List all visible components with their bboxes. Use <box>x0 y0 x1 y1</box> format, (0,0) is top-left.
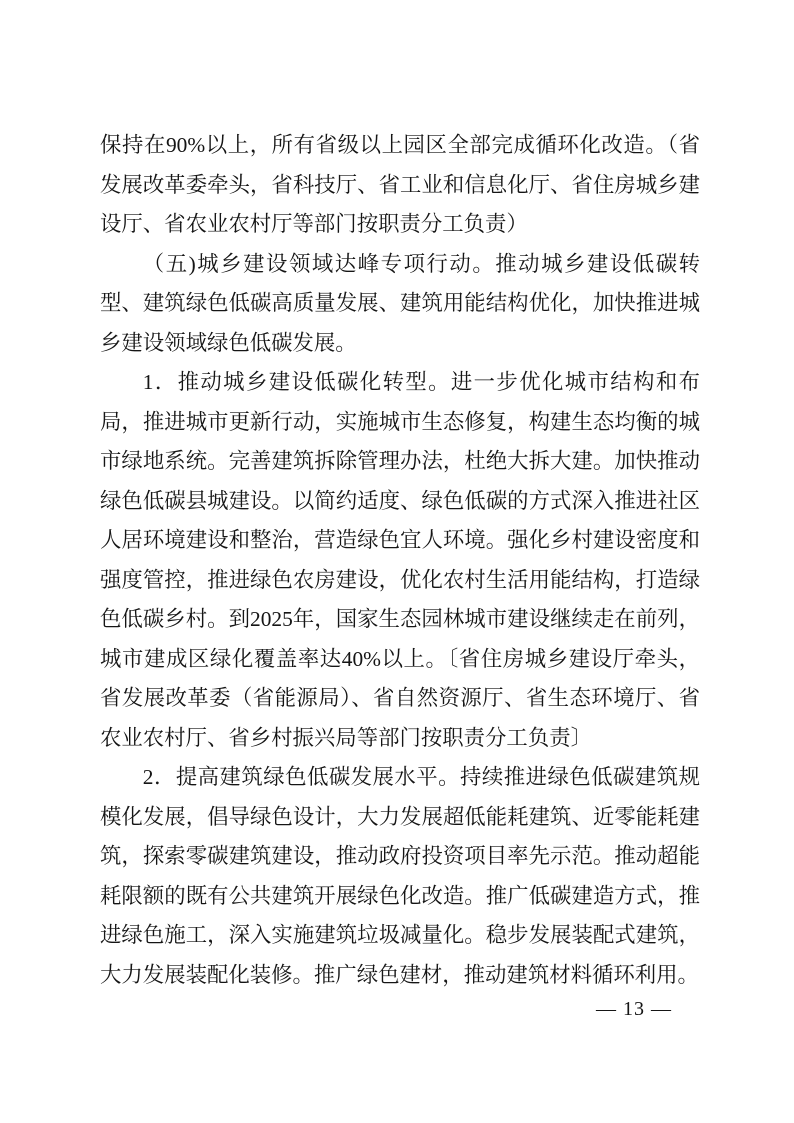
paragraph-section-5-heading: （五)城乡建设领域达峰专项行动。推动城乡建设低碳转型、建筑绿色低碳高质量发展、建筑用能结构优化，加快推进城乡建设领域绿色低碳发展。 <box>100 251 700 355</box>
page-number: — 13 — <box>596 998 672 1020</box>
body-text <box>100 126 700 995</box>
paragraph-item-2: 2．提高建筑绿色低碳发展水平。持续推进绿色低碳建筑规模化发展，倡导绿色设计，大力发展超低能耗建筑、近零能耗建筑，探索零碳建筑建设，推动政府投资项目率先示范。推动超能耗限额的既有公共建筑开展绿色化改造。推广低碳建造方式，推进绿色施工，深入实施建筑垃圾减量化。稳步发展装配式建筑，大力发展装配化装修。推广绿色建材，推动建筑材料循环利用。 <box>100 765 700 987</box>
paragraph-continuation: 保持在90%以上，所有省级以上园区全部完成循环化改造。（省发展改革委牵头，省科技厅、省工业和信息化厅、省住房城乡建设厅、省农业农村厅等部门按职责分工负责） <box>100 133 700 236</box>
paragraph-item-1: 1．推动城乡建设低碳化转型。进一步优化城市结构和布局，推进城市更新行动，实施城市生态修复，构建生态均衡的城市绿地系统。完善建筑拆除管理办法，杜绝大拆大建。加快推动绿色低碳县城建设。以简约适度、绿色低碳的方式深入推进社区人居环境建设和整治，营造绿色宜人环境。强化乡村建设密度和强度管控，推进绿色农房建设，优化农村生活用能结构，打造绿色低碳乡村。到2025年，国家生态园林城市建设继续走在前列，城市建成区绿化覆盖率达40%以上。〔省住房城乡建设厅牵头，省发展改革委（省能源局）、省自然资源厅、省生态环境厅、省农业农村厅、省乡村振兴局等部门按职责分工负责〕 <box>100 370 700 750</box>
